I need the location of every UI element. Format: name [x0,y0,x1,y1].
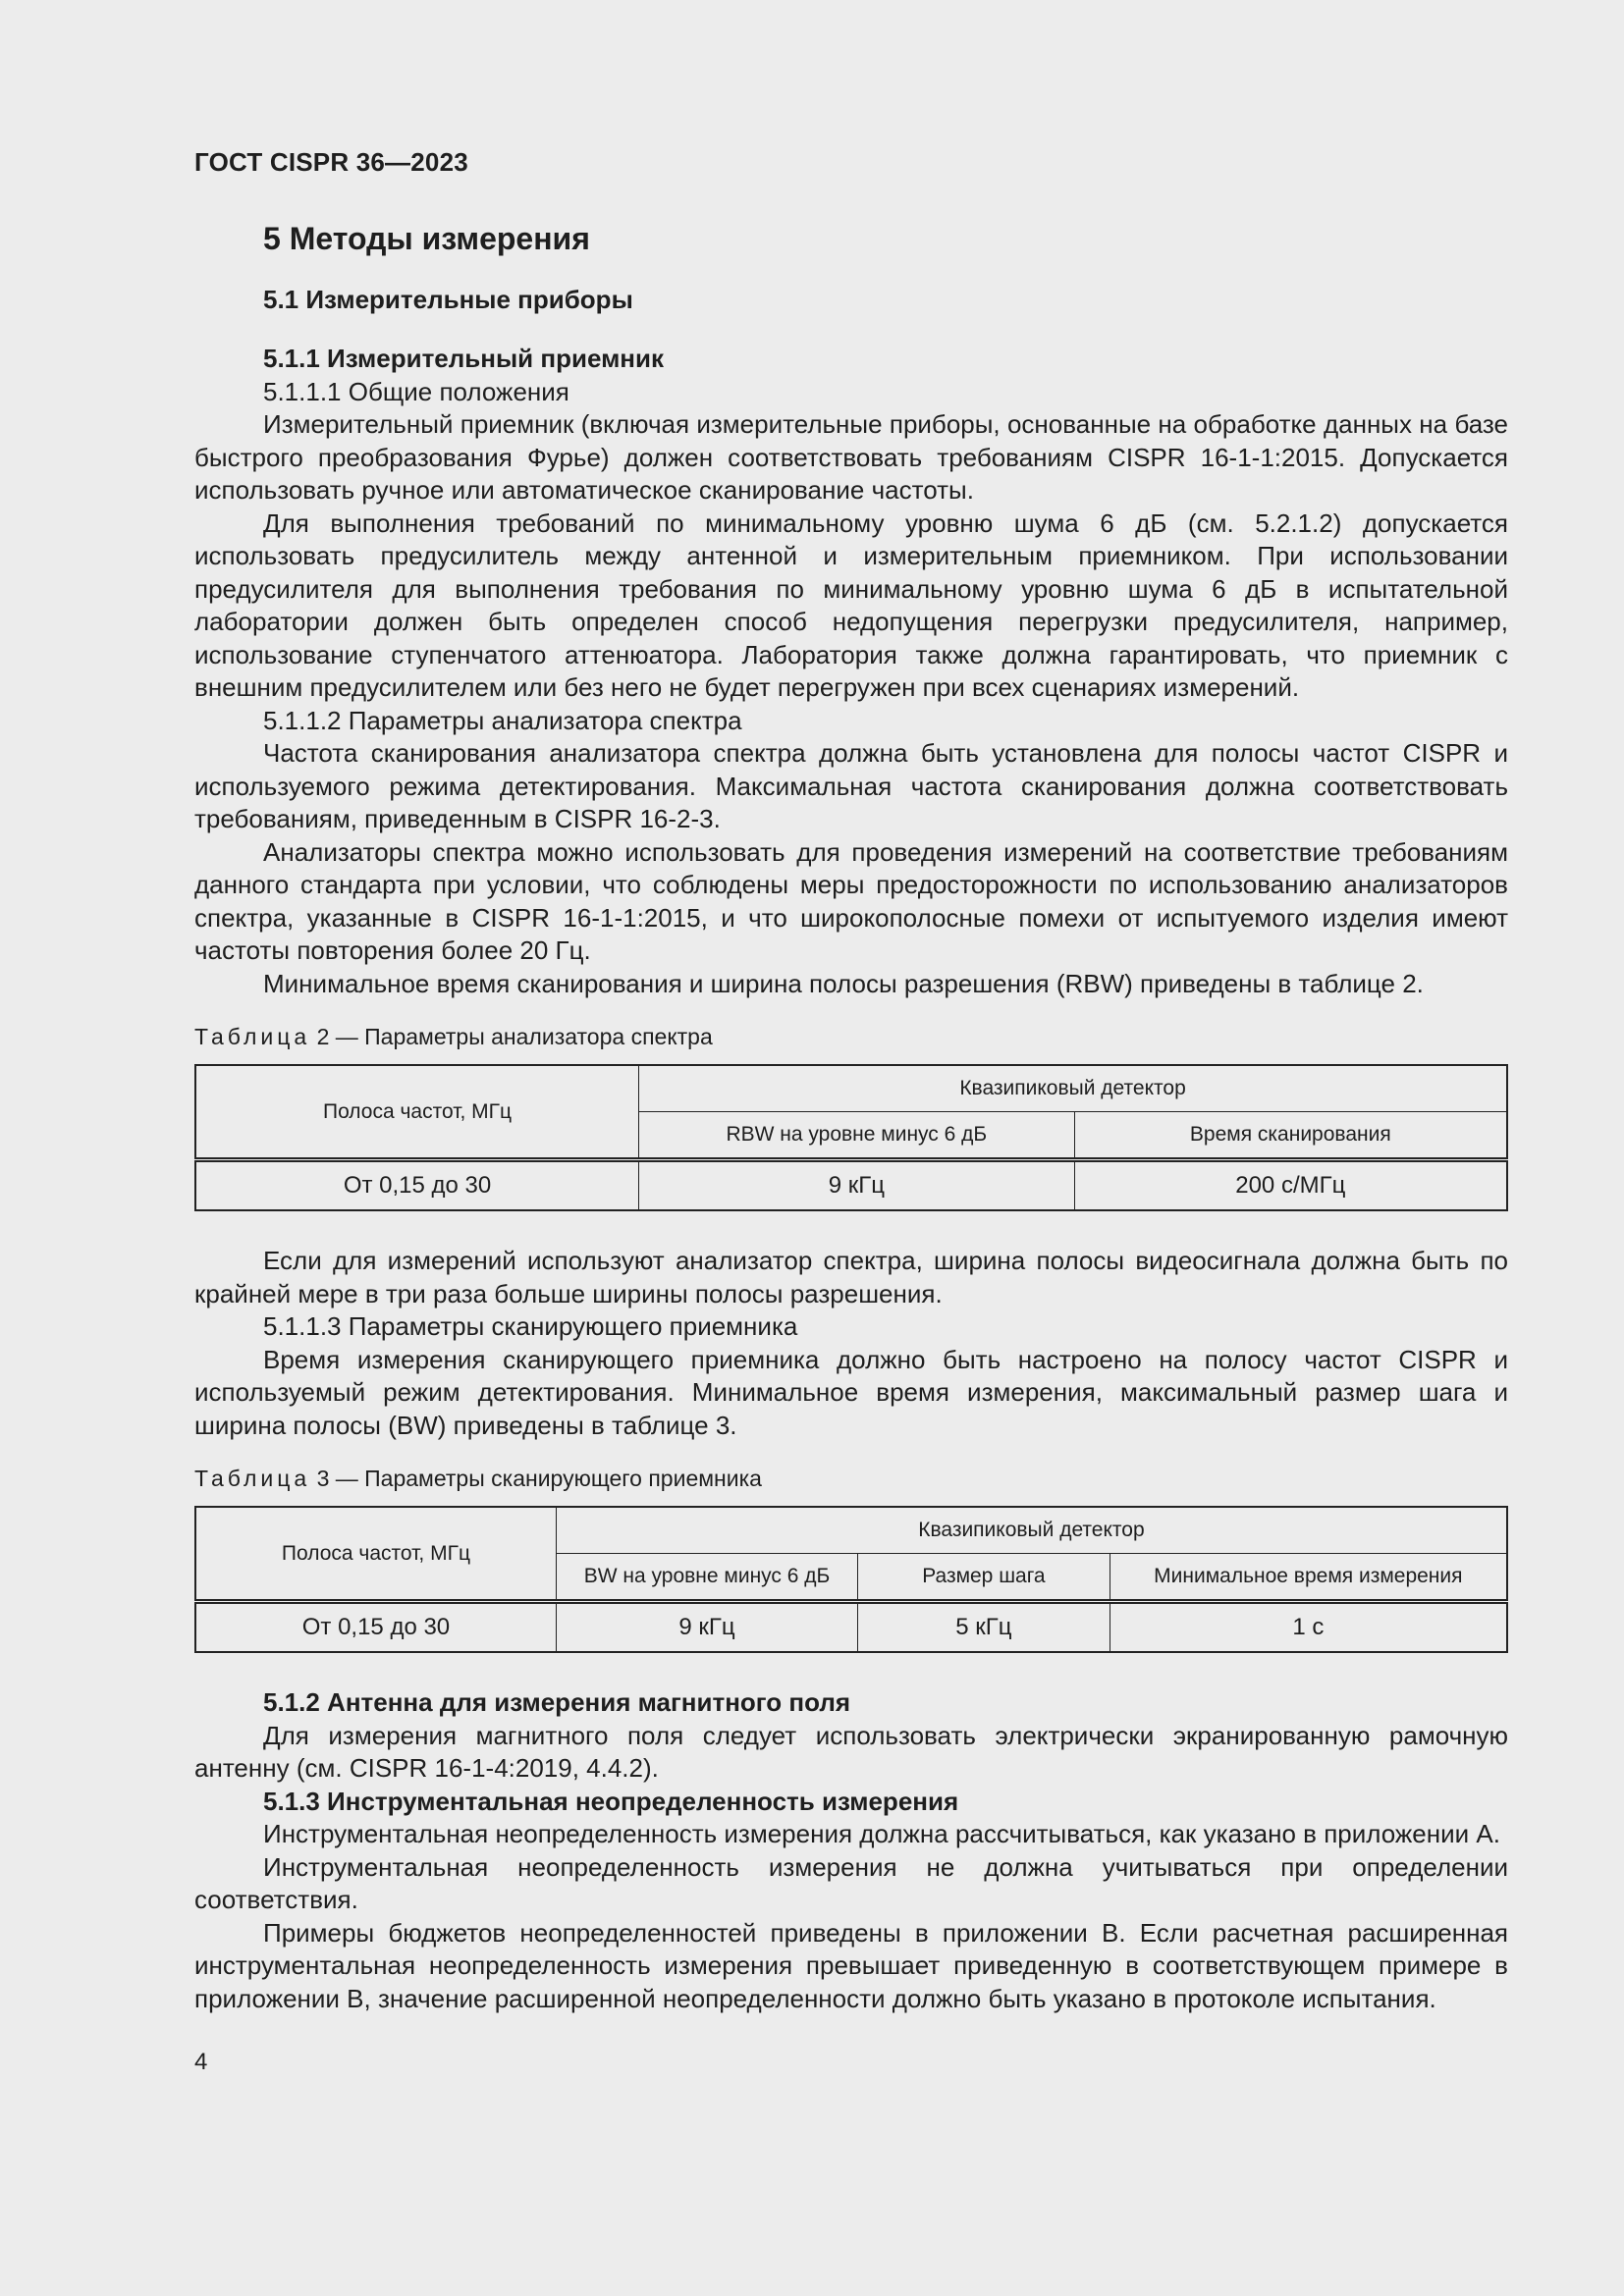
table-cell: 9 кГц [556,1602,857,1653]
table-2 [194,1064,1508,1211]
table-cell: 9 кГц [639,1160,1075,1211]
table-cell: 5 кГц [858,1602,1110,1653]
caption-text: 3 — Параметры сканирующего приемника [316,1466,762,1491]
paragraph: Для измерения магнитного поля следует использовать электрически экранированную рамочную антенну (см. CISPR 16-1-4:2019, 4.4.2). [194,1720,1508,1783]
paragraph: Измерительный приемник (включая измерительные приборы, основанные на обработке данных на базе быстрого преобразования Фурье) должен соответствовать требованиям CISPR 16-1-1:2015. Допускается использовать ручное или автоматическое сканирование частоты. [194,409,1508,505]
paragraph: Для выполнения требований по минимальному уровню шума 6 дБ (см. 5.2.1.2) допускается использовать предусилитель между антенной и измерительным приемником. При использовании предусилителя для выполнения требования по минимальному уровню шума 6 дБ в испытательной лаборатории должен быть определен способ недопущения перегрузки предусилителя, например, использование ступенчатого аттенюатора. Лаборатория также должна гарантировать, что приемник с внешним предусилителем или без него не будет перегружен при всех сценариях измерений. [194,507,1508,702]
paragraph: Анализаторы спектра можно использовать для проведения измерений на соответствие требованиям данного стандарта при условии, что соблюдены меры предосторожности по использованию анализаторов спектра, указанные в CISPR 16-1-1:2015, и что широкополосные помехи от испытуемого изделия имеют частоты повторения более 20 Гц. [194,836,1508,965]
table-header-cell: Минимальное время измерения [1110,1554,1507,1602]
table-row [195,1602,1507,1653]
paragraph: Инструментальная неопределенность измерения не должна учитываться при определении соответствия. [194,1851,1508,1914]
heading-5-1-2: 5.1.2 Антенна для измерения магнитного поля [263,1687,851,1717]
table-header-cell: Время сканирования [1074,1112,1507,1160]
heading-5-1-1-1: 5.1.1.1 Общие положения [263,376,569,406]
heading-5-1-1-3: 5.1.1.3 Параметры сканирующего приемника [263,1311,798,1341]
section-title: 5 Методы измерения [263,221,590,256]
caption-text: 2 — Параметры анализатора спектра [316,1024,713,1049]
table-3 [194,1506,1508,1653]
table-header-cell: Квазипиковый детектор [556,1507,1507,1554]
subsection-5-1: 5.1 Измерительные приборы [263,285,633,314]
document-page [194,147,1508,2076]
caption-word: Таблица [194,1466,311,1491]
table-2-caption [194,1024,1508,1050]
paragraph: Время измерения сканирующего приемника должно быть настроено на полосу частот CISPR и используемый режим детектирования. Минимальное время измерения, максимальный размер шага и ширина полосы (BW) приведены в таблице 3. [194,1344,1508,1440]
table-header-cell: BW на уровне минус 6 дБ [556,1554,857,1602]
paragraph: Частота сканирования анализатора спектра должна быть установлена для полосы частот CISPR и используемого режима детектирования. Максимальная частота сканирования должна соответствовать требованиям, приведенным в CISPR 16-2-3. [194,738,1508,833]
paragraph: Инструментальная неопределенность измерения должна рассчитываться, как указано в приложении А. [263,1819,1500,1848]
table-header-cell: Размер шага [858,1554,1110,1602]
page-number: 4 [194,2049,208,2075]
paragraph: Минимальное время сканирования и ширина полосы разрешения (RBW) приведены в таблице 2. [263,968,1424,998]
table-header-cell: Полоса частот, МГц [195,1507,556,1602]
caption-word: Таблица [194,1024,311,1049]
heading-5-1-3: 5.1.3 Инструментальная неопределенность измерения [263,1786,959,1816]
table-header-cell: RBW на уровне минус 6 дБ [639,1112,1075,1160]
paragraph: Если для измерений используют анализатор спектра, ширина полосы видеосигнала должна быть по крайней мере в три раза больше ширины полосы разрешения. [194,1246,1508,1308]
heading-5-1-1: 5.1.1 Измерительный приемник [263,344,665,373]
table-3-caption [194,1466,1508,1492]
table-header-cell: Квазипиковый детектор [639,1065,1507,1112]
table-cell: 1 с [1110,1602,1507,1653]
table-cell: От 0,15 до 30 [195,1160,639,1211]
table-cell: 200 с/МГц [1074,1160,1507,1211]
document-header: ГОСТ CISPR 36—2023 [194,147,468,177]
table-header-cell: Полоса частот, МГц [195,1065,639,1160]
paragraph: Примеры бюджетов неопределенностей приведены в приложении В. Если расчетная расширенная инструментальная неопределенность измерения превышает приведенную в соответствующем примере в приложении В, значение расширенной неопределенности должно быть указано в протоколе испытания. [194,1917,1508,2013]
table-row [195,1160,1507,1211]
heading-5-1-1-2: 5.1.1.2 Параметры анализатора спектра [263,705,742,735]
table-cell: От 0,15 до 30 [195,1602,556,1653]
